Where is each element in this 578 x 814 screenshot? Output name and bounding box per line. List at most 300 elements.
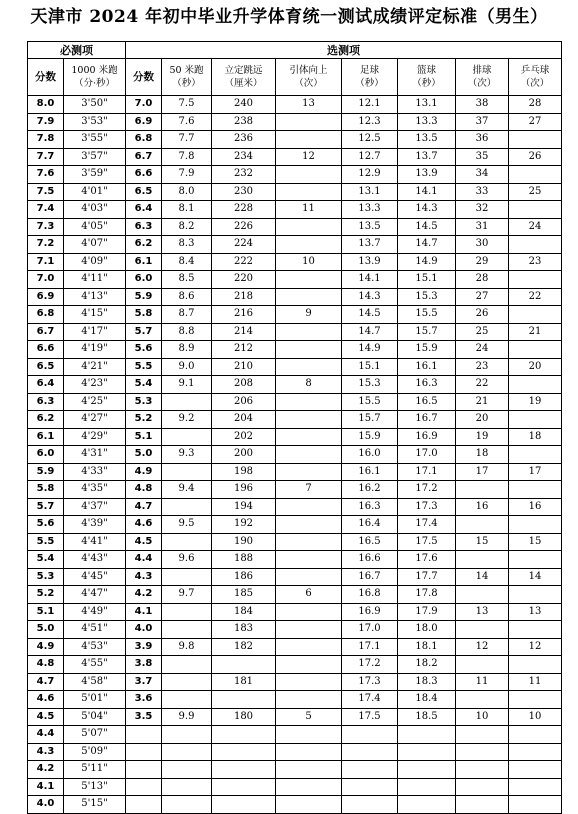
table-cell: 5.4: [28, 551, 64, 569]
table-cell: 4.5: [126, 533, 162, 551]
table-cell: 204: [212, 411, 276, 429]
table-cell: [509, 778, 562, 796]
table-cell: 8.4: [162, 253, 212, 271]
table-cell: 6.8: [126, 131, 162, 149]
table-cell: 5'11": [64, 761, 126, 779]
table-cell: 5'13": [64, 778, 126, 796]
table-cell: 29: [456, 253, 509, 271]
table-cell: 15.7: [342, 411, 398, 429]
table-cell: 210: [212, 358, 276, 376]
table-cell: 16.9: [342, 603, 398, 621]
table-cell: 7.2: [28, 236, 64, 254]
col-football-header: [342, 59, 398, 96]
table-cell: [456, 516, 509, 534]
table-cell: 12: [509, 638, 562, 656]
score-table-body: [28, 96, 562, 814]
table-cell: 5.2: [126, 411, 162, 429]
table-cell: 13: [276, 96, 342, 114]
table-cell: 25: [456, 323, 509, 341]
group-required: 必测项: [28, 42, 126, 59]
table-cell: [456, 691, 509, 709]
table-cell: [162, 673, 212, 691]
table-cell: 15.3: [342, 376, 398, 394]
table-row: [28, 778, 562, 796]
table-cell: 17.3: [342, 673, 398, 691]
table-cell: 4.0: [126, 621, 162, 639]
table-cell: [456, 743, 509, 761]
table-cell: 12.9: [342, 166, 398, 184]
table-row: [28, 166, 562, 184]
table-cell: 7.9: [162, 166, 212, 184]
table-cell: [276, 568, 342, 586]
table-cell: 198: [212, 463, 276, 481]
table-cell: [509, 201, 562, 219]
table-cell: 3.8: [126, 656, 162, 674]
table-cell: 11: [509, 673, 562, 691]
table-cell: [276, 796, 342, 814]
table-cell: 5.8: [28, 481, 64, 499]
table-cell: 6.9: [28, 288, 64, 306]
col-score-optional-header: [126, 59, 162, 96]
table-cell: 6.1: [28, 428, 64, 446]
table-cell: 9.2: [162, 411, 212, 429]
table-cell: 34: [456, 166, 509, 184]
table-cell: [162, 393, 212, 411]
table-cell: 15.3: [398, 288, 456, 306]
table-cell: 3.6: [126, 691, 162, 709]
table-cell: 4'21": [64, 358, 126, 376]
table-row: [28, 796, 562, 814]
table-cell: [509, 551, 562, 569]
table-cell: 4'29": [64, 428, 126, 446]
table-cell: 7.1: [28, 253, 64, 271]
table-cell: 18.5: [398, 708, 456, 726]
table-cell: [276, 533, 342, 551]
table-row: [28, 131, 562, 149]
table-cell: [276, 341, 342, 359]
table-cell: [212, 761, 276, 779]
table-cell: 234: [212, 148, 276, 166]
header-label: 1000 米跑: [71, 65, 118, 76]
table-cell: 6.4: [126, 201, 162, 219]
table-cell: [276, 236, 342, 254]
table-cell: 4'58": [64, 673, 126, 691]
table-cell: [509, 271, 562, 289]
header-unit: （秒）: [355, 78, 384, 89]
table-cell: 4'25": [64, 393, 126, 411]
header-label: 引体向上: [289, 65, 328, 76]
table-row: [28, 743, 562, 761]
table-row: [28, 726, 562, 744]
table-cell: 5.3: [126, 393, 162, 411]
table-cell: 14.1: [342, 271, 398, 289]
table-cell: [276, 743, 342, 761]
table-cell: 4'41": [64, 533, 126, 551]
table-cell: 13.5: [342, 218, 398, 236]
table-cell: 4'49": [64, 603, 126, 621]
table-cell: 9.6: [162, 551, 212, 569]
table-cell: 4.4: [126, 551, 162, 569]
table-cell: 4'45": [64, 568, 126, 586]
table-cell: 20: [456, 411, 509, 429]
table-cell: 23: [456, 358, 509, 376]
table-cell: [342, 796, 398, 814]
table-cell: 230: [212, 183, 276, 201]
table-row: [28, 323, 562, 341]
table-cell: 4.9: [28, 638, 64, 656]
header-label: 篮球: [416, 65, 436, 76]
table-row: [28, 393, 562, 411]
table-cell: 4'05": [64, 218, 126, 236]
table-cell: 182: [212, 638, 276, 656]
table-cell: [126, 778, 162, 796]
table-cell: 200: [212, 446, 276, 464]
table-cell: 16.2: [342, 481, 398, 499]
table-cell: 3'55": [64, 131, 126, 149]
table-cell: [456, 551, 509, 569]
table-cell: [212, 778, 276, 796]
table-cell: 24: [456, 341, 509, 359]
table-cell: 4.7: [28, 673, 64, 691]
table-cell: 4.8: [126, 481, 162, 499]
table-cell: [276, 463, 342, 481]
table-cell: [162, 743, 212, 761]
table-row: [28, 638, 562, 656]
table-cell: [276, 638, 342, 656]
group-optional: 选测项: [126, 42, 562, 59]
table-cell: 27: [456, 288, 509, 306]
table-cell: 10: [456, 708, 509, 726]
table-cell: 17.6: [398, 551, 456, 569]
table-cell: 26: [456, 306, 509, 324]
table-cell: [276, 498, 342, 516]
table-row: [28, 236, 562, 254]
table-cell: [162, 761, 212, 779]
table-cell: [162, 656, 212, 674]
table-cell: 6.6: [28, 341, 64, 359]
table-cell: 13: [456, 603, 509, 621]
table-cell: 6.3: [28, 393, 64, 411]
table-cell: [276, 358, 342, 376]
table-cell: 14.7: [342, 323, 398, 341]
table-cell: 4'37": [64, 498, 126, 516]
table-cell: 7.7: [28, 148, 64, 166]
table-cell: 6.7: [126, 148, 162, 166]
header-unit: （秒）: [412, 78, 441, 89]
table-cell: 7.7: [162, 131, 212, 149]
table-cell: 17.1: [398, 463, 456, 481]
table-cell: 38: [456, 96, 509, 114]
table-cell: [276, 446, 342, 464]
table-cell: 5.7: [28, 498, 64, 516]
table-cell: 5.9: [28, 463, 64, 481]
table-cell: 13.7: [398, 148, 456, 166]
table-cell: 7.4: [28, 201, 64, 219]
table-cell: 16.0: [342, 446, 398, 464]
table-cell: 5.6: [126, 341, 162, 359]
table-row: [28, 673, 562, 691]
page-title: 天津市 2024 年初中毕业升学体育统一测试成绩评定标准（男生）: [30, 7, 548, 27]
score-table: [27, 41, 562, 814]
table-cell: 3'59": [64, 166, 126, 184]
table-cell: 13.7: [342, 236, 398, 254]
col-50m-run-header: [162, 59, 212, 96]
table-cell: 188: [212, 551, 276, 569]
table-cell: 17.5: [398, 533, 456, 551]
table-cell: 6.2: [126, 236, 162, 254]
table-row: [28, 533, 562, 551]
table-cell: 16: [456, 498, 509, 516]
header-unit: （分·秒）: [73, 78, 116, 89]
table-row: [28, 376, 562, 394]
table-cell: 17.9: [398, 603, 456, 621]
table-cell: 7.3: [28, 218, 64, 236]
table-cell: 7.0: [126, 96, 162, 114]
table-cell: [276, 516, 342, 534]
table-cell: 5'07": [64, 726, 126, 744]
table-cell: [398, 796, 456, 814]
table-cell: 4'55": [64, 656, 126, 674]
table-cell: 7.5: [162, 96, 212, 114]
table-cell: 206: [212, 393, 276, 411]
table-cell: 9.1: [162, 376, 212, 394]
table-cell: 14.3: [398, 201, 456, 219]
table-cell: 8.3: [162, 236, 212, 254]
table-row: [28, 96, 562, 114]
table-cell: 9.8: [162, 638, 212, 656]
table-cell: 4.7: [126, 498, 162, 516]
table-cell: 35: [456, 148, 509, 166]
table-cell: 4'13": [64, 288, 126, 306]
header-label: 乒乓球: [520, 65, 550, 76]
table-row: [28, 481, 562, 499]
table-cell: [276, 288, 342, 306]
table-cell: 13.1: [342, 183, 398, 201]
table-cell: [212, 691, 276, 709]
table-cell: [509, 341, 562, 359]
table-cell: 18: [456, 446, 509, 464]
table-cell: 4'07": [64, 236, 126, 254]
table-cell: 7.5: [28, 183, 64, 201]
table-cell: 13.9: [342, 253, 398, 271]
table-row: [28, 218, 562, 236]
table-cell: [509, 656, 562, 674]
table-cell: 19: [456, 428, 509, 446]
table-cell: 4'19": [64, 341, 126, 359]
col-score-required-header: [28, 59, 64, 96]
table-cell: [276, 113, 342, 131]
table-cell: 18.1: [398, 638, 456, 656]
table-cell: [162, 603, 212, 621]
table-cell: 16.6: [342, 551, 398, 569]
table-cell: 8.0: [162, 183, 212, 201]
table-cell: [509, 306, 562, 324]
table-cell: 17: [456, 463, 509, 481]
table-cell: 4'43": [64, 551, 126, 569]
table-row: [28, 253, 562, 271]
table-cell: 17.2: [398, 481, 456, 499]
table-cell: 8.2: [162, 218, 212, 236]
table-row: [28, 183, 562, 201]
table-cell: 15.5: [342, 393, 398, 411]
table-row: [28, 656, 562, 674]
table-cell: [342, 778, 398, 796]
table-cell: 5.1: [126, 428, 162, 446]
table-cell: 18.3: [398, 673, 456, 691]
table-cell: 4'17": [64, 323, 126, 341]
table-cell: 31: [456, 218, 509, 236]
table-cell: 17.0: [342, 621, 398, 639]
table-cell: [398, 726, 456, 744]
table-cell: 9.4: [162, 481, 212, 499]
table-cell: 16.3: [398, 376, 456, 394]
table-cell: [276, 726, 342, 744]
table-cell: 36: [456, 131, 509, 149]
table-cell: 4'23": [64, 376, 126, 394]
table-cell: 9.0: [162, 358, 212, 376]
table-cell: [509, 166, 562, 184]
table-cell: [509, 236, 562, 254]
table-cell: [276, 131, 342, 149]
header-label: 足球: [359, 65, 379, 76]
group-header-row: [28, 42, 562, 59]
table-cell: 17.4: [398, 516, 456, 534]
table-cell: [509, 691, 562, 709]
table-row: [28, 708, 562, 726]
table-cell: 4.1: [126, 603, 162, 621]
table-cell: 16: [509, 498, 562, 516]
table-cell: 212: [212, 341, 276, 359]
table-cell: 238: [212, 113, 276, 131]
table-cell: 4.2: [126, 586, 162, 604]
table-cell: 8.1: [162, 201, 212, 219]
table-cell: 9.3: [162, 446, 212, 464]
table-cell: 8.6: [162, 288, 212, 306]
table-cell: 5.3: [28, 568, 64, 586]
table-row: [28, 341, 562, 359]
table-cell: [276, 393, 342, 411]
header-label: 50 米跑: [169, 65, 204, 76]
table-cell: 16.5: [398, 393, 456, 411]
table-cell: 224: [212, 236, 276, 254]
table-cell: 28: [509, 96, 562, 114]
header-label: 立定跳远: [224, 65, 263, 76]
table-cell: 190: [212, 533, 276, 551]
table-cell: 17.3: [398, 498, 456, 516]
table-cell: 4'03": [64, 201, 126, 219]
table-cell: [162, 498, 212, 516]
table-cell: 21: [509, 323, 562, 341]
table-cell: 14.5: [342, 306, 398, 324]
table-cell: 12.5: [342, 131, 398, 149]
table-cell: [509, 586, 562, 604]
table-cell: 3'50": [64, 96, 126, 114]
table-cell: 4.4: [28, 726, 64, 744]
table-cell: 4.2: [28, 761, 64, 779]
table-cell: 5.5: [126, 358, 162, 376]
table-cell: 16.4: [342, 516, 398, 534]
header-unit: （次）: [520, 78, 550, 89]
table-cell: 185: [212, 586, 276, 604]
table-cell: [212, 656, 276, 674]
table-cell: 15: [509, 533, 562, 551]
table-cell: 4.0: [28, 796, 64, 814]
table-cell: 4.1: [28, 778, 64, 796]
table-cell: [398, 743, 456, 761]
table-cell: 4'27": [64, 411, 126, 429]
table-cell: 186: [212, 568, 276, 586]
table-cell: [509, 743, 562, 761]
table-cell: 218: [212, 288, 276, 306]
table-cell: 5.7: [126, 323, 162, 341]
table-cell: [276, 411, 342, 429]
table-cell: 9.5: [162, 516, 212, 534]
table-cell: 194: [212, 498, 276, 516]
table-cell: 12.1: [342, 96, 398, 114]
table-cell: 17.8: [398, 586, 456, 604]
table-cell: [276, 656, 342, 674]
table-cell: 4'31": [64, 446, 126, 464]
header-unit: （秒）: [172, 78, 201, 89]
table-cell: [509, 446, 562, 464]
col-table-tennis-header: [509, 59, 562, 96]
table-cell: 6.5: [126, 183, 162, 201]
table-cell: [276, 218, 342, 236]
table-cell: 15.9: [398, 341, 456, 359]
table-cell: 222: [212, 253, 276, 271]
table-cell: 5.0: [126, 446, 162, 464]
table-cell: [456, 796, 509, 814]
table-cell: 5.9: [126, 288, 162, 306]
table-cell: 4'51": [64, 621, 126, 639]
table-cell: 15: [456, 533, 509, 551]
table-cell: [162, 778, 212, 796]
table-cell: 25: [509, 183, 562, 201]
table-cell: 4'15": [64, 306, 126, 324]
table-cell: [126, 743, 162, 761]
table-cell: 17.4: [342, 691, 398, 709]
table-cell: 17: [509, 463, 562, 481]
table-cell: 33: [456, 183, 509, 201]
table-cell: 4.8: [28, 656, 64, 674]
table-cell: 24: [509, 218, 562, 236]
table-cell: 16.7: [342, 568, 398, 586]
table-cell: 4.6: [126, 516, 162, 534]
table-cell: [162, 796, 212, 814]
table-cell: [276, 621, 342, 639]
table-cell: [276, 183, 342, 201]
table-cell: [276, 603, 342, 621]
table-cell: [276, 323, 342, 341]
table-cell: 17.1: [342, 638, 398, 656]
header-unit: （次）: [467, 78, 497, 89]
table-cell: 4.3: [126, 568, 162, 586]
table-cell: [456, 621, 509, 639]
table-cell: 13.5: [398, 131, 456, 149]
table-cell: 23: [509, 253, 562, 271]
table-cell: 4'11": [64, 271, 126, 289]
table-cell: [126, 761, 162, 779]
table-cell: [276, 673, 342, 691]
table-cell: 12: [276, 148, 342, 166]
table-cell: 18: [509, 428, 562, 446]
table-cell: 15.9: [342, 428, 398, 446]
col-pull-up-header: [276, 59, 342, 96]
table-cell: 6: [276, 586, 342, 604]
table-row: [28, 586, 562, 604]
table-cell: [509, 481, 562, 499]
table-cell: 226: [212, 218, 276, 236]
